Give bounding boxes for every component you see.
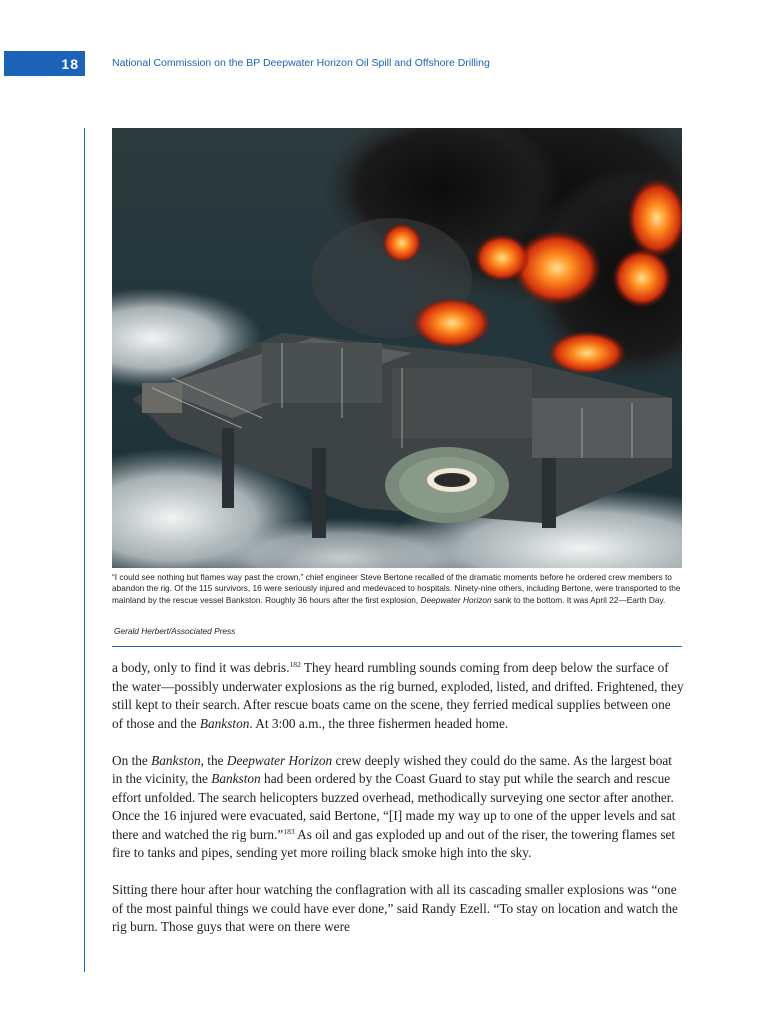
paragraph-1 <box>112 659 684 733</box>
text-run: Sitting there hour after hour watching the conflagration with all its cascading smaller explosions was “one of the most painful things we could have ever done,” said Randy Ezell. “To stay on location and watch the rig burn. Those guys that were on there were <box>112 882 678 934</box>
vessel-name: Bankston <box>211 771 261 786</box>
paragraph-3 <box>112 881 684 937</box>
caption-divider <box>112 646 682 647</box>
vessel-name: Bankston <box>151 752 201 768</box>
photo-credit: Gerald Herbert/Associated Press <box>114 626 236 636</box>
page-number: 18 <box>61 55 79 72</box>
text-run: As oil and gas exploded up and out of the riser, the towering flames set fire to tanks and pipes, sending yet more roiling black smoke high into the sky. <box>112 826 676 860</box>
footnote-ref[interactable]: 182 <box>289 660 301 669</box>
vessel-name: Deepwater Horizon <box>226 752 333 768</box>
caption-vessel-name: Deepwater Horizon <box>420 594 492 605</box>
vessel-name: Bankston <box>199 715 250 731</box>
text-run: , the <box>200 752 227 768</box>
figure-caption <box>112 572 682 606</box>
text-run: On the <box>112 752 152 768</box>
text-run: a body, only to find it was debris. <box>112 660 290 675</box>
footnote-ref[interactable]: 183 <box>283 826 295 836</box>
text-run: had been ordered by the Coast Guard to stay put while the search and rescue effort unfolded. The search helicopters buzzed overhead, methodically surveying one sector after another. Once the 16 injured were evacuated, said Bertone, “[I] made my way up to one of the upper levels and sat there and watched the rig burn.” <box>112 771 676 842</box>
text-run: They heard rumbling sounds coming from deep below the surface of the water—possibly underwater explosions as the rig burned, exploded, listed, and drifted. Frightened, they still kept to their search. After rescue boats came on the scene, they ferried medical supplies between one of those and the <box>112 660 684 731</box>
text-run: . At 3:00 a.m., the three fishermen headed home. <box>249 715 509 731</box>
caption-text: “I could see nothing but flames way past the crown,” chief engineer Steve Bertone recalled of the dramatic moments before he ordered crew members to abandon the rig. Of the 115 survivors, 16 were seriously injured and medevaced to hospitals. Ninety-nine others, including Bertone, were transported to the mainland by the rescue vessel Bankston. Roughly 36 hours after the first explosion, <box>112 572 681 605</box>
margin-rule <box>84 128 85 972</box>
page-number-badge <box>4 51 85 76</box>
running-head: National Commission on the BP Deepwater Horizon Oil Spill and Offshore Drilling <box>112 57 490 69</box>
body-text <box>112 659 684 955</box>
rig-fire-photo <box>112 128 682 568</box>
caption-text-end: sank to the bottom. It was April 22—Earth Day. <box>491 594 666 605</box>
paragraph-2 <box>112 752 684 863</box>
text-run: crew deeply wished they could do the same. As the largest boat in the vicinity, the <box>112 752 672 786</box>
